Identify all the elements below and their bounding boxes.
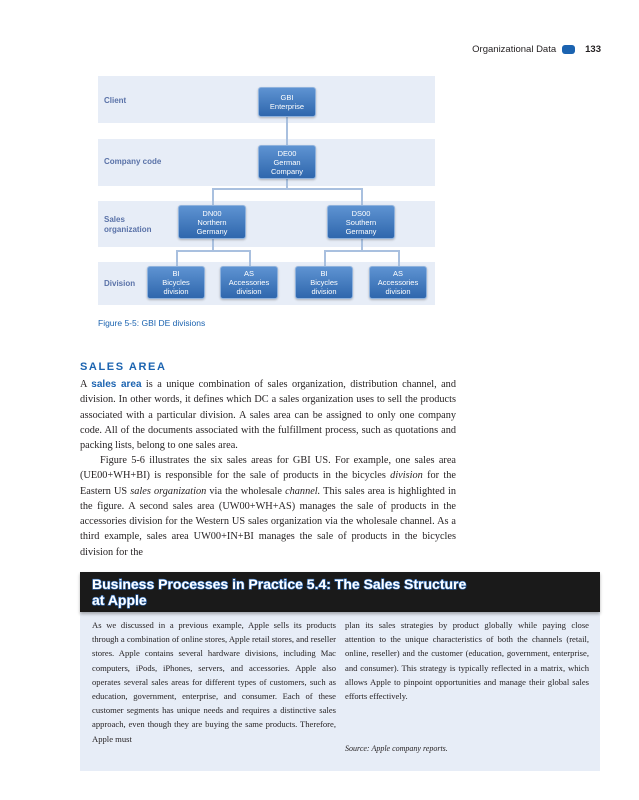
node-line: division bbox=[236, 287, 262, 296]
node-line: DE00 bbox=[277, 148, 297, 158]
node-line: AS bbox=[392, 269, 403, 278]
section-title: SALES AREA bbox=[80, 361, 167, 373]
text-run: via the wholesale bbox=[206, 485, 286, 497]
connector bbox=[361, 188, 363, 206]
practice-box-source: Source: Apple company reports. bbox=[345, 744, 448, 753]
node-line: GBI bbox=[280, 93, 294, 102]
node-line: Germany bbox=[196, 226, 228, 236]
level-label-sales-org: Sales organization bbox=[104, 215, 152, 234]
node-ds00-southern-germany bbox=[327, 205, 395, 239]
body-paragraph-2 bbox=[80, 453, 456, 560]
text-run: Figure 5-6 illustrates the six sales areas for GBI US. For example, one sales area (UE00+WH+BI) is responsible for the sale of products in the bicycles bbox=[80, 455, 456, 482]
node-line: Accessories bbox=[377, 278, 419, 287]
node-division-as bbox=[369, 266, 427, 299]
node-line: DN00 bbox=[202, 208, 222, 218]
practice-box-column-2: plan its sales strategies by product globally while paying close attention to the unique characteristics of both the channels (retail, online, reseller) and the customer (education, government, enterprise, and consumer). This strategy is typically reflected in a matrix, which allows Apple to pinpoint opportunities and manage their global sales efforts effectively. bbox=[345, 620, 589, 702]
text-run: for the Eastern US bbox=[80, 470, 457, 497]
connector bbox=[324, 250, 400, 252]
node-line: Bicycles bbox=[310, 278, 338, 287]
node-line: BI bbox=[172, 269, 180, 278]
node-line: BI bbox=[320, 269, 328, 278]
italic-term: division bbox=[390, 470, 423, 482]
node-line: Germany bbox=[345, 226, 377, 236]
italic-term: channel. bbox=[285, 485, 321, 497]
header-section-title: Organizational Data bbox=[472, 43, 557, 55]
connector bbox=[212, 188, 363, 190]
node-line: AS bbox=[243, 269, 254, 278]
node-line: DS00 bbox=[351, 208, 371, 218]
connector bbox=[398, 250, 400, 267]
level-label-division: Division bbox=[104, 279, 136, 288]
connector bbox=[324, 250, 326, 267]
level-label-client: Client bbox=[104, 96, 127, 105]
connector bbox=[176, 250, 178, 267]
key-term: sales area bbox=[91, 379, 142, 390]
node-gbi-enterprise bbox=[258, 87, 316, 117]
node-division-bi bbox=[147, 266, 205, 299]
level-label-company-code: Company code bbox=[104, 157, 162, 166]
node-de00-german-company bbox=[258, 145, 316, 179]
text-run: This sales area is highlighted in the figure. A second sales area (UW00+WH+AS) manages the sale of products in the accessories division for the Western US sales organization via the wholesale channel. As a third example, sales area UW00+IN+BI manages the sale of products in the bicycles division for the bbox=[80, 485, 456, 558]
practice-box-column-1: As we discussed in a previous example, Apple sells its products through a combination of online stores, Apple retail stores, and reseller stores. Apple contains several hardware divisions, including Mac computers, iPods, iPhones, servers, and accessories. Apple also operates several sales areas for different types of customers, such as education, government, enterprise, and consumer. Each of these customer segments has unique needs and requires a distinctive sales approach, even though they are buying the same products. Therefore, Apple must bbox=[92, 620, 336, 744]
node-dn00-northern-germany bbox=[178, 205, 246, 239]
node-division-bi bbox=[295, 266, 353, 299]
node-line: Accessories bbox=[228, 278, 270, 287]
node-line: Northern bbox=[197, 217, 227, 227]
node-line: Enterprise bbox=[269, 102, 305, 111]
node-line: Bicycles bbox=[162, 278, 190, 287]
italic-term: sales organization bbox=[130, 485, 207, 497]
page-number: 133 bbox=[585, 43, 601, 55]
figure-caption: Figure 5-5: GBI DE divisions bbox=[98, 318, 206, 328]
node-line: Southern bbox=[345, 217, 377, 227]
node-line: division bbox=[311, 287, 337, 296]
connector bbox=[176, 250, 251, 252]
node-division-as bbox=[220, 266, 278, 299]
connector bbox=[249, 250, 251, 267]
header-marker-icon bbox=[562, 45, 575, 54]
node-line: Company bbox=[270, 166, 304, 176]
body-paragraph-1 bbox=[80, 377, 456, 453]
connector bbox=[286, 115, 288, 145]
practice-box-title: Business Processes in Practice 5.4: The Sales Structure at Apple bbox=[92, 576, 467, 608]
running-header bbox=[472, 42, 601, 56]
connector bbox=[212, 188, 214, 206]
node-line: German bbox=[273, 157, 301, 167]
node-line: division bbox=[385, 287, 411, 296]
text-run: A bbox=[80, 379, 92, 390]
node-line: division bbox=[163, 287, 189, 296]
text-run: is a unique combination of sales organization, distribution channel, and division. In other words, it defines which DC a sales organization uses to sell the products associated with a particular division. A sales area can be assigned to only one company code. All of the documents associated with the fulfillment process, such as quotations and packing lists, belong to one sales area. bbox=[80, 379, 456, 452]
